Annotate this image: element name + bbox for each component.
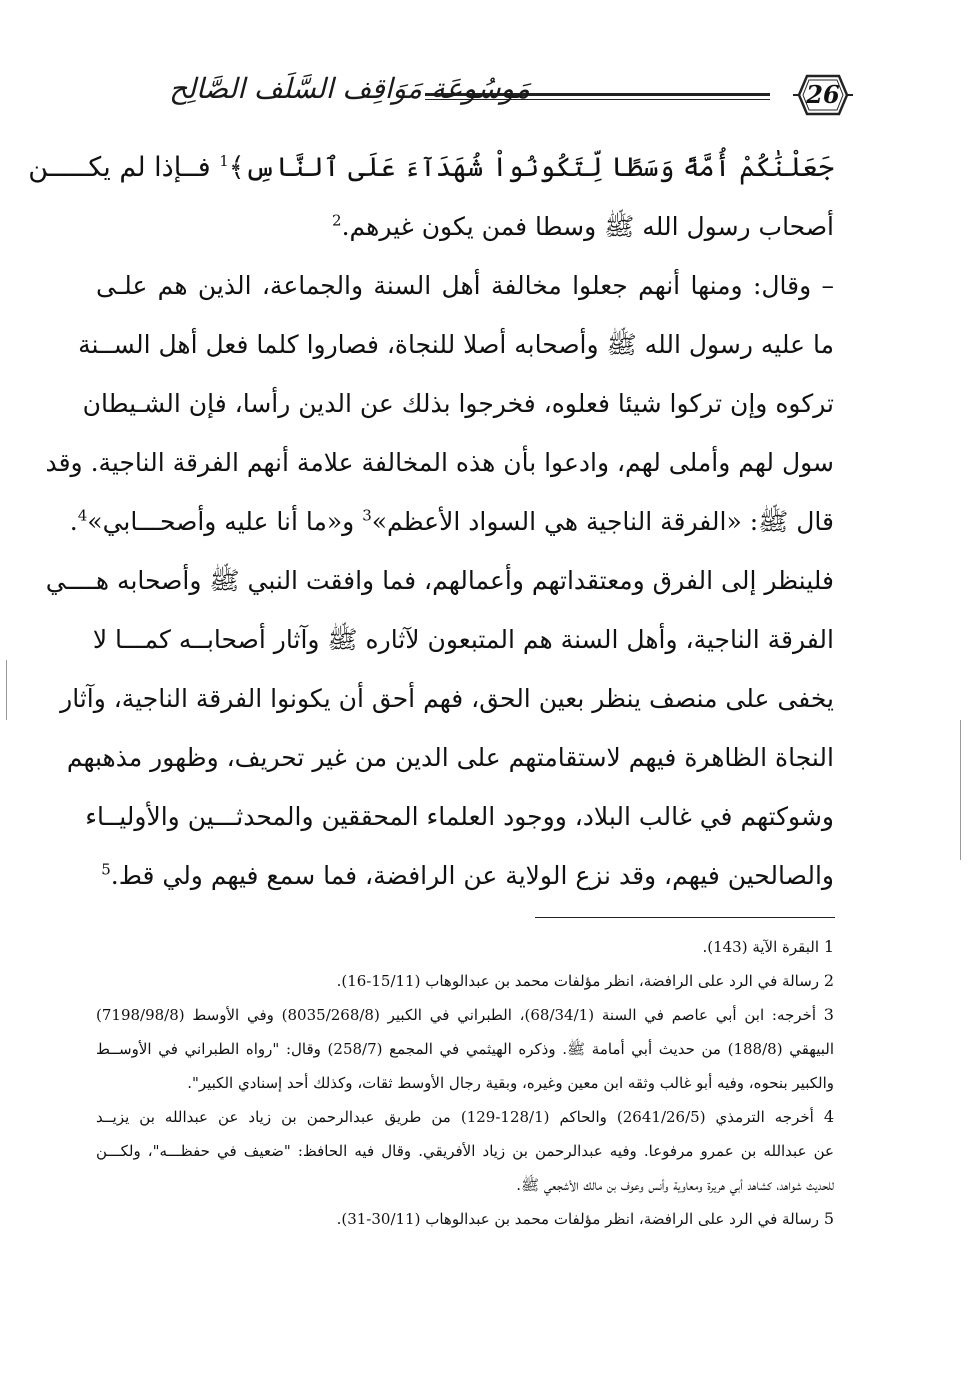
footnote-continuation: البيهقي (188/8) من حديث أبي أمامة ﷺ. وذكره الهيثمي في المجمع (258/7) وقال: "رواه الطبراني في الأوســط bbox=[96, 1040, 835, 1058]
scan-margin-mark bbox=[960, 720, 961, 860]
footnote-continuation: للحديث شواهد، كشاهد أبي هريرة ومعاوية وأنس وعوف بن مالك الأشجعي ﷺ. bbox=[516, 1176, 834, 1194]
footnote-separator bbox=[535, 917, 835, 918]
running-header bbox=[80, 70, 860, 130]
text-line: أصحاب رسول الله ﷺ وسطا فمن يكون غيرهم.$^2$ bbox=[332, 211, 834, 241]
page-number-badge bbox=[791, 70, 855, 120]
footnote: 4 أخرجه الترمذي (2641/26/5) والحاكم (128/1-129) من طريق عبدالرحمن بن زياد عن عبدالله بن يزيــد bbox=[96, 1107, 835, 1126]
footnote-continuation: عن عبدالله بن عمرو مرفوعا. وفيه عبدالرحمن بن زياد الأفريقي. وقال فيه الحافظ: "ضعيف في حفظـــه"، ولكـــن bbox=[96, 1142, 834, 1160]
text-line: وشوكتهم في غالب البلاد، ووجود العلماء المحققين والمحدثـــين والأوليــاء bbox=[85, 802, 834, 831]
text-line: قال ﷺ: «الفرقة الناجية هي السواد الأعظم»$^3$ و«ما أنا عليه وأصحـــابي»$^4$. bbox=[69, 506, 834, 536]
scan-margin-mark bbox=[6, 660, 7, 720]
text-line: ما عليه رسول الله ﷺ وأصحابه أصلا للنجاة، فصاروا كلما فعل أهل الســنة bbox=[78, 330, 834, 359]
text-line: سول لهم وأملى لهم، وادعوا بأن هذه المخالفة علامة أنهم الفرقة الناجية. وقد bbox=[45, 448, 834, 477]
footnote: 5 رسالة في الرد على الرافضة، انظر مؤلفات محمد بن عبدالوهاب (30/11-31). bbox=[336, 1209, 834, 1228]
main-text bbox=[28, 138, 834, 905]
text-line: الفرقة الناجية، وأهل السنة هم المتبعون لآثاره ﷺ وآثار أصحابــه كمـــا لا bbox=[92, 625, 834, 654]
text-line: تركوه وإن تركوا شيئا فعلوه، فخرجوا بذلك عن الدين رأسا، فإن الشـيطان bbox=[82, 389, 834, 418]
text-line: جَعَلْنَٰكُمْ أُمَّةً وَسَطًا لِّتَكُونُواْ شُهَدَآءَ عَلَى ٱلنَّاسِ﴾$^1$ فــإذا لم يكـــــن bbox=[28, 152, 834, 183]
text-line: يخفى على منصف ينظر بعين الحق، فهم أحق أن يكونوا الفرقة الناجية، وآثار bbox=[60, 684, 834, 713]
text-line: والصالحين فيهم، وقد نزع الولاية عن الرافضة، فما سمع فيهم ولي قط.$^5$ bbox=[101, 860, 834, 890]
text-line: النجاة الظاهرة فيهم لاستقامتهم على الدين من غير تحريف، وظهور مذهبهم bbox=[66, 743, 834, 772]
text-line: – وقال: ومنها أنهم جعلوا مخالفة أهل السنة والجماعة، الذين هم علـى bbox=[96, 271, 834, 300]
footnote-continuation: والكبير بنحوه، وفيه أبو غالب وثقه ابن معين وغيره، وبقية رجال الأوسط ثقات، وكذلك أحد إسنادي الكبير". bbox=[187, 1074, 834, 1092]
series-title: مَوسُوعَة مَوَاقِف السَّلَف الصَّالِح bbox=[169, 72, 530, 105]
footnote: 3 أخرجه: ابن أبي عاصم في السنة (68/34/1)، الطبراني في الكبير (8035/268/8) وفي الأوسط (7198/98/8) bbox=[96, 1005, 834, 1024]
footnote: 1 البقرة الآية (143). bbox=[702, 937, 834, 956]
footnotes bbox=[96, 930, 834, 1236]
footnote: 2 رسالة في الرد على الرافضة، انظر مؤلفات محمد بن عبدالوهاب (15/11-16). bbox=[336, 971, 834, 990]
page-number: 26 bbox=[806, 80, 840, 109]
text-line: فلينظر إلى الفرق ومعتقداتهم وأعمالهم، فما وافقت النبي ﷺ وأصحابه هــــي bbox=[45, 566, 834, 595]
